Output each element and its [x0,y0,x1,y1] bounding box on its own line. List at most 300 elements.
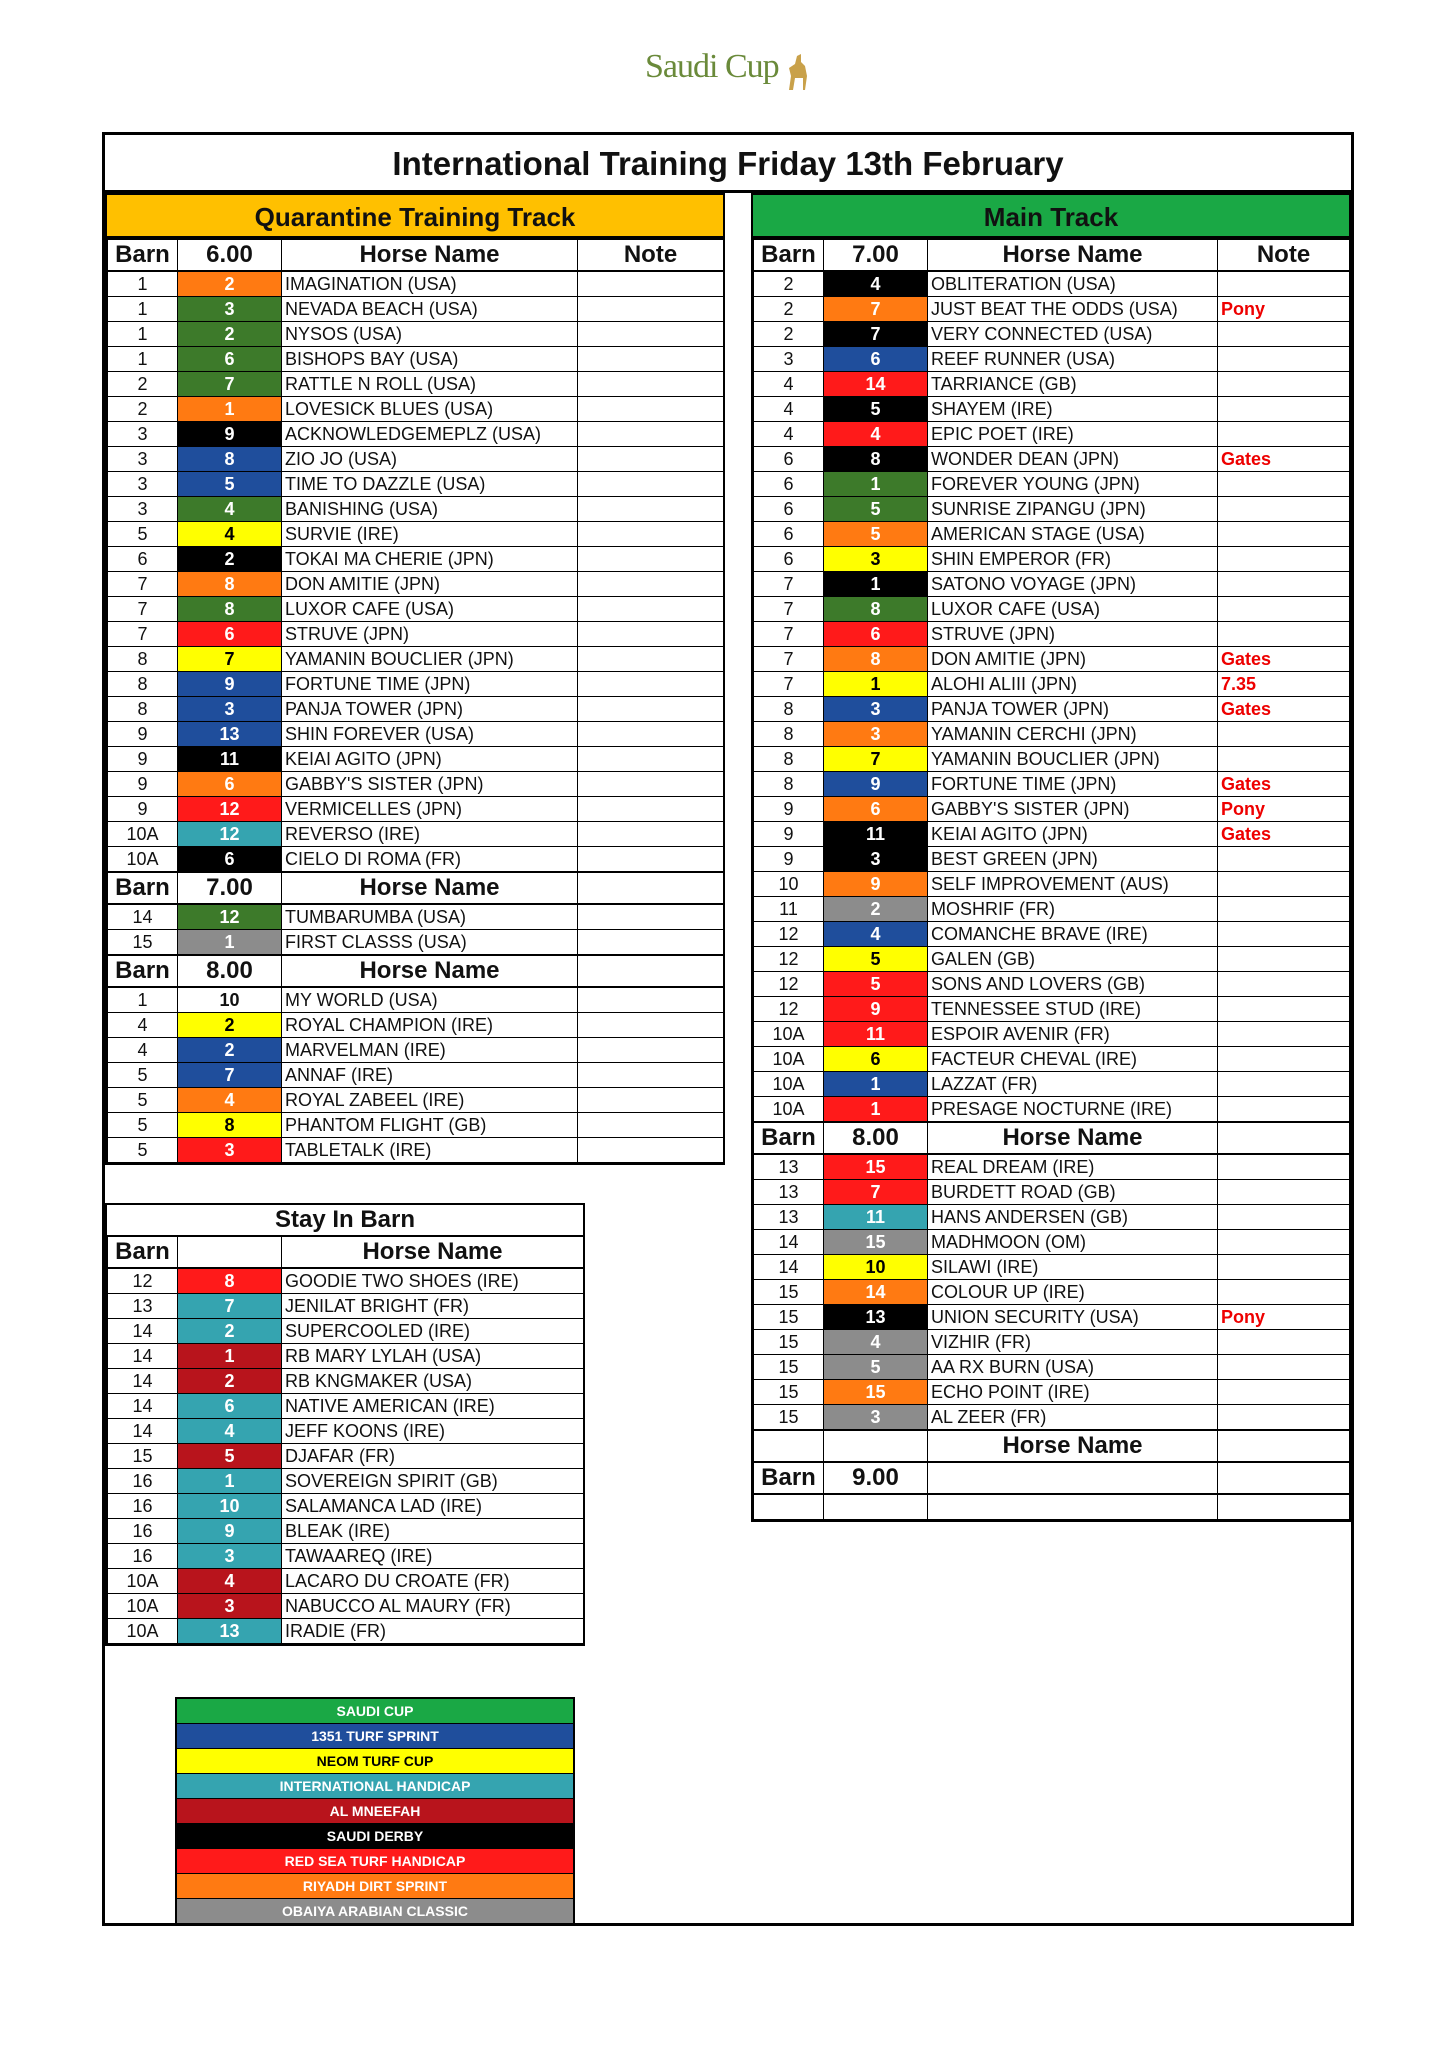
barn-cell: 14 [108,1394,178,1419]
time-column-header: 9.00 [824,1462,928,1494]
horse-name-cell: SHIN EMPEROR (FR) [928,547,1218,572]
horse-name-cell: SELF IMPROVEMENT (AUS) [928,872,1218,897]
note-cell [1218,922,1350,947]
note-cell [1218,347,1350,372]
barn-cell: 15 [754,1380,824,1405]
horse-name-cell: RATTLE N ROLL (USA) [282,372,578,397]
quarantine-track-panel [105,193,725,1165]
barn-cell: 10A [108,822,178,847]
barn-cell: 3 [108,472,178,497]
horse-name-cell: TABLETALK (IRE) [282,1138,578,1163]
saddle-number-cell: 13 [178,722,282,747]
barn-cell: 10A [754,1022,824,1047]
note-cell [578,1088,724,1113]
barn-cell: 2 [754,271,824,297]
note-cell [578,422,724,447]
note-cell [578,647,724,672]
table-row [754,1047,1350,1072]
table-row [108,772,724,797]
barn-cell: 6 [754,447,824,472]
table-row [108,1519,584,1544]
horse-name-cell: REVERSO (IRE) [282,822,578,847]
note-cell: Pony [1218,1305,1350,1330]
table-row [108,747,724,772]
saddle-number-cell: 8 [178,1113,282,1138]
horse-name-cell: NEVADA BEACH (USA) [282,297,578,322]
note-cell [578,372,724,397]
horse-name-cell: YAMANIN BOUCLIER (JPN) [282,647,578,672]
note-cell [1218,1230,1350,1255]
barn-cell: 16 [108,1469,178,1494]
barn-cell: 7 [754,672,824,697]
barn-cell: 8 [108,672,178,697]
horse-name-cell: FORTUNE TIME (JPN) [282,672,578,697]
empty-cell [754,1494,824,1520]
note-cell [578,322,724,347]
table-row [754,1180,1350,1205]
saddle-number-cell: 9 [178,672,282,697]
table-row [108,930,724,955]
horse-name-cell: SILAWI (IRE) [928,1255,1218,1280]
horse-name-cell: BEST GREEN (JPN) [928,847,1218,872]
saddle-number-cell: 6 [178,847,282,872]
saddle-number-cell: 6 [824,797,928,822]
barn-cell: 2 [754,297,824,322]
saddle-number-cell: 2 [178,1013,282,1038]
saddle-number-cell: 4 [824,422,928,447]
horse-name-cell: SUPERCOOLED (IRE) [282,1319,584,1344]
legend-item: AL MNEEFAH [177,1799,573,1824]
legend-item: SAUDI CUP [177,1699,573,1724]
stay-in-barn-panel [105,1203,585,1646]
saddle-number-cell: 7 [178,647,282,672]
time-column-header: 7.00 [824,240,928,272]
table-row [754,522,1350,547]
saddle-number-cell: 5 [824,397,928,422]
barn-cell: 3 [108,422,178,447]
table-row [108,697,724,722]
barn-cell: 14 [754,1230,824,1255]
barn-cell: 10A [108,1569,178,1594]
note-cell [578,1038,724,1063]
table-row [754,797,1350,822]
barn-cell: 11 [754,897,824,922]
horse-name-cell: PRESAGE NOCTURNE (IRE) [928,1097,1218,1122]
table-row [108,987,724,1013]
barn-column-header: Barn [754,1123,824,1155]
saudi-cup-logo [645,48,825,108]
table-row [108,547,724,572]
note-cell [1218,1180,1350,1205]
saddle-number-cell: 5 [178,472,282,497]
barn-cell: 15 [754,1405,824,1430]
barn-cell: 16 [108,1494,178,1519]
empty-cell [1218,1494,1350,1520]
barn-cell: 8 [754,772,824,797]
saddle-number-cell: 9 [824,872,928,897]
table-row [754,972,1350,997]
table-row [754,1405,1350,1430]
barn-cell: 10A [754,1047,824,1072]
table-row [754,1330,1350,1355]
barn-cell: 6 [754,522,824,547]
note-cell [578,847,724,872]
note-cell [1218,397,1350,422]
empty-cell [1218,1462,1350,1494]
empty-cell [824,1431,928,1463]
horse-name-cell: SUNRISE ZIPANGU (JPN) [928,497,1218,522]
barn-cell: 5 [108,1088,178,1113]
horse-name-cell: ROYAL CHAMPION (IRE) [282,1013,578,1038]
table-header-row [754,1431,1350,1463]
time-column-header: 6.00 [178,240,282,272]
saddle-number-cell: 5 [824,972,928,997]
saddle-number-cell: 7 [824,322,928,347]
barn-column-header: Barn [108,240,178,272]
table-row [108,297,724,322]
horse-name-cell: KEIAI AGITO (JPN) [928,822,1218,847]
stay-in-barn-heading: Stay In Barn [107,1205,583,1236]
note-cell [1218,422,1350,447]
barn-cell: 7 [754,572,824,597]
table-row [108,904,724,930]
barn-cell: 7 [108,572,178,597]
main-track-heading: Main Track [753,195,1349,239]
barn-cell: 7 [754,622,824,647]
time-column-header: 8.00 [178,956,282,988]
barn-cell: 6 [754,497,824,522]
saddle-number-cell: 4 [178,1419,282,1444]
saddle-number-cell: 1 [178,1469,282,1494]
horse-name-cell: STRUVE (JPN) [282,622,578,647]
barn-cell: 13 [754,1180,824,1205]
barn-cell: 10A [108,847,178,872]
saddle-number-cell: 1 [824,572,928,597]
table-row [754,1355,1350,1380]
table-row [108,422,724,447]
horse-name-cell: JEFF KOONS (IRE) [282,1419,584,1444]
barn-cell: 9 [108,722,178,747]
note-cell [578,1013,724,1038]
note-cell [578,722,724,747]
saddle-number-cell: 12 [178,904,282,930]
horse-name-cell: EPIC POET (IRE) [928,422,1218,447]
saddle-number-cell: 13 [824,1305,928,1330]
saddle-number-cell: 3 [178,297,282,322]
barn-cell: 6 [754,547,824,572]
table-row [108,847,724,872]
barn-cell: 9 [108,772,178,797]
note-cell [1218,572,1350,597]
table-row [754,497,1350,522]
barn-cell: 4 [108,1038,178,1063]
note-cell [578,622,724,647]
note-cell: Gates [1218,447,1350,472]
table-row [754,372,1350,397]
table-row [108,647,724,672]
barn-cell: 5 [108,1138,178,1163]
barn-cell: 7 [754,647,824,672]
table-header-row [108,956,724,988]
table-row [754,1380,1350,1405]
horse-name-column-header: Horse Name [928,1431,1218,1463]
race-color-legend [175,1697,575,1925]
saddle-number-cell: 15 [824,1380,928,1405]
horse-name-cell: LOVESICK BLUES (USA) [282,397,578,422]
saddle-number-cell: 6 [178,622,282,647]
horse-name-cell: PANJA TOWER (JPN) [928,697,1218,722]
horse-name-cell: FIRST CLASSS (USA) [282,930,578,955]
table-row [108,1088,724,1113]
horse-name-cell: GOODIE TWO SHOES (IRE) [282,1268,584,1294]
barn-cell: 4 [108,1013,178,1038]
barn-cell: 8 [108,647,178,672]
schedule-table [107,872,724,955]
horse-name-cell: PANJA TOWER (JPN) [282,697,578,722]
horse-name-cell: NYSOS (USA) [282,322,578,347]
table-header-row [108,240,724,272]
barn-cell: 5 [108,1113,178,1138]
barn-cell: 13 [754,1154,824,1180]
horse-name-cell: SATONO VOYAGE (JPN) [928,572,1218,597]
horse-name-cell: RB MARY LYLAH (USA) [282,1344,584,1369]
saddle-number-cell: 7 [178,1063,282,1088]
barn-cell: 14 [754,1255,824,1280]
note-cell [578,472,724,497]
note-cell [1218,1280,1350,1305]
saddle-number-cell: 2 [178,1319,282,1344]
table-row [108,1294,584,1319]
horse-name-cell: REEF RUNNER (USA) [928,347,1218,372]
note-cell: Gates [1218,772,1350,797]
note-cell [578,547,724,572]
horse-name-cell: HANS ANDERSEN (GB) [928,1205,1218,1230]
table-row [754,1154,1350,1180]
horse-name-cell: ANNAF (IRE) [282,1063,578,1088]
note-cell [1218,1205,1350,1230]
table-row [754,597,1350,622]
table-row [108,1544,584,1569]
saddle-number-cell: 3 [824,722,928,747]
barn-column-header: Barn [108,1237,178,1269]
note-cell [578,822,724,847]
horse-name-cell: ZIO JO (USA) [282,447,578,472]
schedule-table [107,955,724,1163]
horse-name-cell: ACKNOWLEDGEMEPLZ (USA) [282,422,578,447]
horse-name-cell: LAZZAT (FR) [928,1072,1218,1097]
table-row [108,597,724,622]
quarantine-track-heading: Quarantine Training Track [107,195,723,239]
saddle-number-cell: 2 [178,271,282,297]
saddle-number-cell: 4 [824,922,928,947]
note-cell [1218,1355,1350,1380]
barn-cell: 1 [108,322,178,347]
horse-name-cell: BANISHING (USA) [282,497,578,522]
horse-name-cell: AA RX BURN (USA) [928,1355,1218,1380]
saddle-number-cell: 11 [178,747,282,772]
barn-cell: 14 [108,904,178,930]
note-column-header [578,956,724,988]
note-cell [1218,947,1350,972]
note-cell [1218,271,1350,297]
barn-cell: 12 [754,947,824,972]
horse-name-column-header: Horse Name [282,956,578,988]
barn-cell: 1 [108,347,178,372]
table-row [754,672,1350,697]
note-cell [1218,497,1350,522]
note-cell [1218,1047,1350,1072]
table-row [754,1072,1350,1097]
saddle-number-cell: 1 [824,672,928,697]
saddle-number-cell: 9 [178,422,282,447]
note-column-header [578,873,724,905]
table-row [754,1255,1350,1280]
note-cell: Gates [1218,697,1350,722]
note-cell [1218,597,1350,622]
horse-name-cell: AL ZEER (FR) [928,1405,1218,1430]
note-cell [578,597,724,622]
barn-cell: 3 [108,497,178,522]
horse-name-cell: GABBY'S SISTER (JPN) [928,797,1218,822]
table-row [754,447,1350,472]
saddle-number-cell: 7 [178,372,282,397]
barn-cell: 10A [108,1594,178,1619]
saddle-number-cell: 3 [824,547,928,572]
saddle-number-cell: 5 [824,522,928,547]
horse-name-column-header: Horse Name [282,873,578,905]
horse-name-cell: UNION SECURITY (USA) [928,1305,1218,1330]
note-cell [1218,322,1350,347]
horse-name-cell: YAMANIN BOUCLIER (JPN) [928,747,1218,772]
saddle-number-cell: 4 [824,271,928,297]
table-row [754,947,1350,972]
horse-name-cell: SHIN FOREVER (USA) [282,722,578,747]
note-cell [1218,1330,1350,1355]
table-row [108,522,724,547]
barn-cell: 15 [754,1330,824,1355]
barn-cell: 9 [754,822,824,847]
table-row [108,1594,584,1619]
horse-name-cell: BLEAK (IRE) [282,1519,584,1544]
horse-name-cell: TIME TO DAZZLE (USA) [282,472,578,497]
table-row [108,347,724,372]
horse-name-cell: MARVELMAN (IRE) [282,1038,578,1063]
empty-cell [178,1237,282,1269]
table-row [754,1022,1350,1047]
legend-item: SAUDI DERBY [177,1824,573,1849]
barn-cell: 1 [108,987,178,1013]
note-cell [1218,722,1350,747]
saddle-number-cell: 4 [178,1569,282,1594]
barn-cell: 9 [108,797,178,822]
note-cell [1218,1380,1350,1405]
barn-cell: 13 [754,1205,824,1230]
note-cell: 7.35 [1218,672,1350,697]
table-row [108,1419,584,1444]
note-cell [578,1138,724,1163]
horse-name-column-header: Horse Name [928,240,1218,272]
saddle-number-cell: 3 [824,697,928,722]
table-header-row [108,1237,584,1269]
time-column-header: 7.00 [178,873,282,905]
barn-cell: 8 [754,722,824,747]
barn-cell: 1 [108,297,178,322]
barn-cell: 15 [754,1355,824,1380]
barn-cell: 12 [754,997,824,1022]
saddle-number-cell: 3 [178,1544,282,1569]
horse-name-cell: PHANTOM FLIGHT (GB) [282,1113,578,1138]
saddle-number-cell: 11 [824,1022,928,1047]
barn-cell: 15 [754,1305,824,1330]
table-row [108,447,724,472]
saddle-number-cell: 6 [824,347,928,372]
barn-cell: 3 [108,447,178,472]
table-row [754,747,1350,772]
horse-name-cell: RB KNGMAKER (USA) [282,1369,584,1394]
saddle-number-cell: 6 [824,622,928,647]
horse-name-cell: SURVIE (IRE) [282,522,578,547]
table-row [754,271,1350,297]
saddle-number-cell: 8 [824,447,928,472]
note-cell [578,297,724,322]
empty-cell [928,1494,1218,1520]
table-row [108,622,724,647]
horse-name-cell: SOVEREIGN SPIRIT (GB) [282,1469,584,1494]
table-row [754,897,1350,922]
barn-cell: 3 [754,347,824,372]
horse-name-cell: TENNESSEE STUD (IRE) [928,997,1218,1022]
legend-item: OBAIYA ARABIAN CLASSIC [177,1899,573,1923]
horse-name-cell: IMAGINATION (USA) [282,271,578,297]
barn-cell: 14 [108,1369,178,1394]
saddle-number-cell: 2 [178,322,282,347]
saddle-number-cell: 6 [178,772,282,797]
saddle-number-cell: 1 [178,1344,282,1369]
table-row [754,922,1350,947]
table-row [108,397,724,422]
table-row [108,672,724,697]
barn-column-header: Barn [754,1462,824,1494]
saddle-number-cell: 15 [824,1230,928,1255]
saddle-number-cell: 9 [824,997,928,1022]
saddle-number-cell: 11 [824,1205,928,1230]
horse-name-cell: TAWAAREQ (IRE) [282,1544,584,1569]
horse-name-cell: MOSHRIF (FR) [928,897,1218,922]
note-column-header [1218,1123,1350,1155]
note-cell [1218,1255,1350,1280]
note-cell [578,697,724,722]
horse-name-cell: LUXOR CAFE (USA) [282,597,578,622]
table-row [108,1619,584,1644]
horse-name-cell: BISHOPS BAY (USA) [282,347,578,372]
horse-name-cell: AMERICAN STAGE (USA) [928,522,1218,547]
barn-cell: 10A [108,1619,178,1644]
barn-column-header: Barn [108,956,178,988]
saddle-number-cell: 4 [824,1330,928,1355]
horse-name-cell: NATIVE AMERICAN (IRE) [282,1394,584,1419]
table-row [108,1319,584,1344]
camel-rider-icon [785,52,811,92]
saddle-number-cell: 10 [178,1494,282,1519]
note-cell [1218,972,1350,997]
horse-name-cell: JENILAT BRIGHT (FR) [282,1294,584,1319]
saddle-number-cell: 1 [824,1097,928,1122]
saddle-number-cell: 7 [824,1180,928,1205]
barn-cell: 2 [754,322,824,347]
table-row [108,822,724,847]
table-row [108,1013,724,1038]
horse-name-cell: NABUCCO AL MAURY (FR) [282,1594,584,1619]
